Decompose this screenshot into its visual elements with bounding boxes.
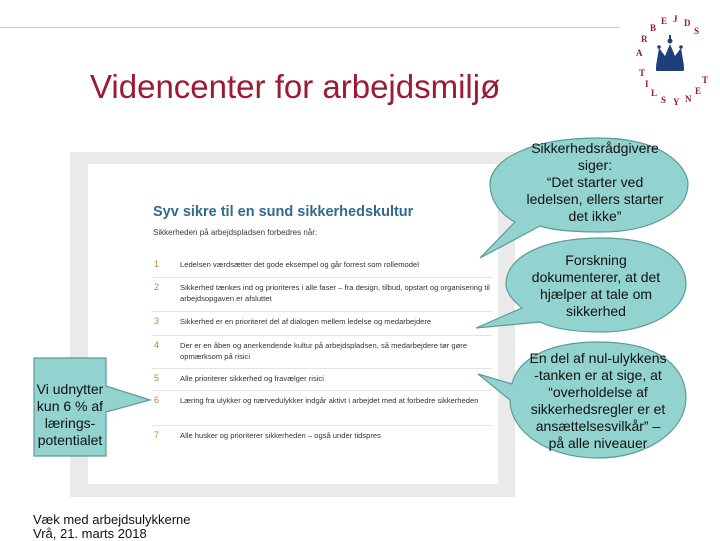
callout-top-text <box>500 140 690 225</box>
document-item-text: Sikkerhed tænkes ind og prioriteres i alle faser – fra design, tilbud, opstart og organisering til arbejdsopgaven er afsluttet <box>180 283 490 303</box>
svg-text:R: R <box>641 34 648 44</box>
callout-line: En del af nul-ulykkens <box>529 350 667 366</box>
document-item-text: Alle husker og prioriterer sikkerheden – også under tidspres <box>180 431 381 440</box>
document-item-number: 6 <box>154 395 160 405</box>
document-item-number: 3 <box>154 316 160 326</box>
document-item-text: Alle prioriterer sikkerhed og fravælger risici <box>180 374 324 383</box>
callout-line: ansættelsesvilkår” – <box>535 418 661 434</box>
svg-text:S: S <box>694 26 700 36</box>
callout-line: sikkerhedsregler er et <box>530 401 666 417</box>
callout-line: siger: <box>577 157 613 173</box>
svg-text:I: I <box>645 79 649 89</box>
svg-text:T: T <box>702 75 709 85</box>
callout-line: “overholdelse af <box>548 384 648 400</box>
svg-text:S: S <box>661 95 667 105</box>
footer-line-1: Væk med arbejdsulykkerne <box>33 512 191 527</box>
svg-text:L: L <box>651 88 658 98</box>
svg-text:D: D <box>684 18 691 28</box>
callout-line: Vi udnytter <box>36 381 104 397</box>
slide-title: Videncenter for arbejdsmiljø <box>90 68 501 105</box>
callout-line: Forskning <box>565 252 627 268</box>
callout-line: det ikke” <box>568 208 622 224</box>
callout-line: ledelsen, ellers starter <box>526 191 664 207</box>
svg-text:E: E <box>661 16 668 26</box>
callout-line: potentialet <box>37 432 103 448</box>
callout-line: dokumenterer, at det <box>531 269 661 285</box>
callout-line: kun 6 % af <box>36 398 104 414</box>
document-item-number: 7 <box>154 430 160 440</box>
svg-text:A: A <box>636 48 643 58</box>
document-item-text: Sikkerhed er en prioriteret del af dialogen mellem ledelse og medarbejdere <box>180 317 432 326</box>
callout-line: på alle niveauer <box>548 435 648 451</box>
svg-text:N: N <box>685 94 692 104</box>
callout-line: Sikkerhedsrådgivere <box>531 140 659 156</box>
svg-text:T: T <box>639 68 646 78</box>
document-item-text: Ledelsen værdsætter det gode eksempel og går forrest som rollemodel <box>180 260 419 269</box>
document-item-number: 2 <box>154 282 160 292</box>
document-item-text: Der er en åben og anerkendende kultur på arbejdspladsen, så medarbejdere tør gøre opmærksom på risici <box>180 341 468 361</box>
callout-line: “Det starter ved <box>546 174 644 190</box>
callout-line: hjælper at tale om <box>539 286 653 302</box>
document-item-text: Læring fra ulykker og nærvedulykker indgår aktivt i arbejdet med at forbedre sikkerheden <box>180 396 479 405</box>
callout-middle-text <box>506 252 686 320</box>
svg-text:B: B <box>650 23 657 33</box>
document-item-number: 4 <box>154 340 160 350</box>
document-item-number: 1 <box>154 259 160 269</box>
svg-text:J: J <box>673 14 678 24</box>
document-subtitle: Sikkerheden på arbejdspladsen forbedres når: <box>153 228 318 237</box>
callout-line: lærings- <box>44 415 96 431</box>
document-title: Syv sikre til en sund sikkerhedskultur <box>153 204 414 220</box>
callout-left-text <box>30 381 110 449</box>
callout-line: sikkerhed <box>566 303 626 319</box>
callout-line: -tanken er at sige, at <box>534 367 662 383</box>
footer-line-2: Vrå, 21. marts 2018 <box>33 526 147 541</box>
svg-text:E: E <box>695 86 702 96</box>
document-item-number: 5 <box>154 373 160 383</box>
slide-footer <box>33 513 191 541</box>
svg-text:Y: Y <box>673 97 680 107</box>
callout-bottom-text <box>508 350 688 452</box>
